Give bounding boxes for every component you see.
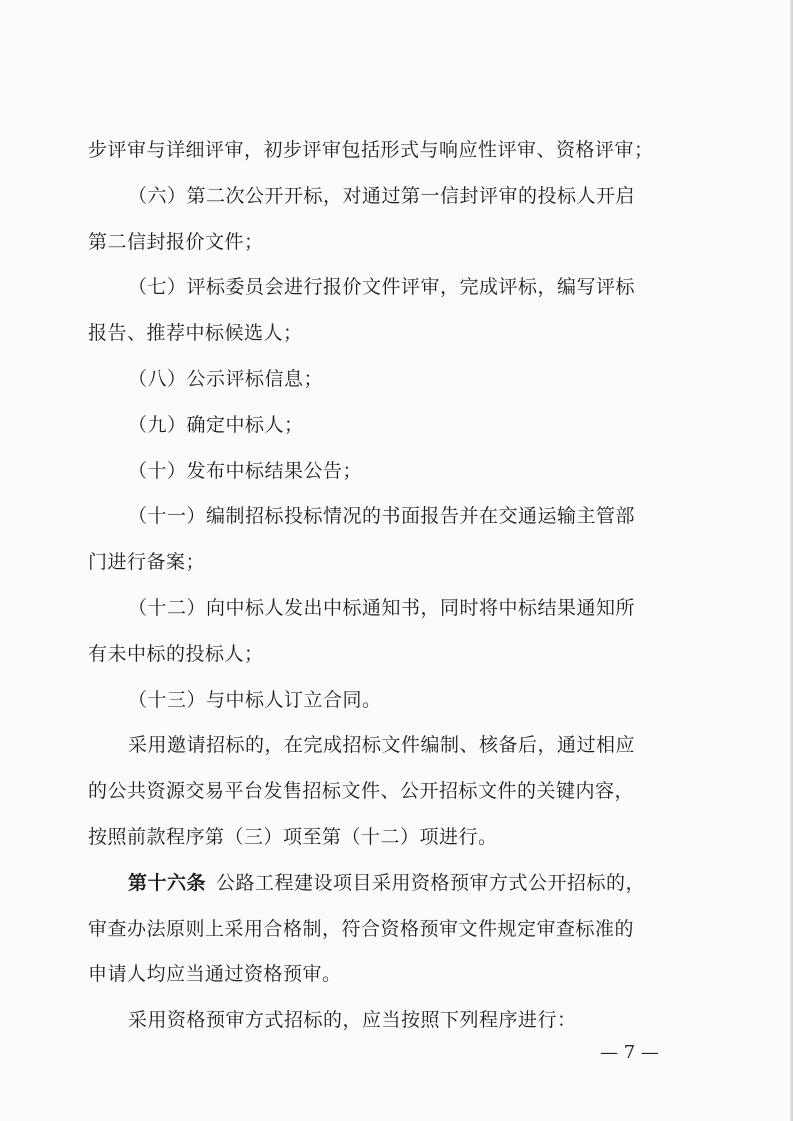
list-item-9: （九）确定中标人； [128, 413, 304, 436]
list-item-7: （七）评标委员会进行报价文件评审，完成评标，编写评标 [128, 276, 636, 299]
text-line: 按照前款程序第（三）项至第（十二）项进行。 [88, 825, 498, 848]
text-line: 门进行备案； [88, 551, 206, 574]
list-item-6: （六）第二次公开开标，对通过第一信封评审的投标人开启 [128, 184, 636, 207]
page-number: — 7 — [600, 1042, 659, 1063]
list-item-13: （十三）与中标人订立合同。 [128, 688, 382, 711]
list-item-11: （十一）编制招标投标情况的书面报告并在交通运输主管部 [128, 505, 636, 528]
article-text: 公路工程建设项目采用资格预审方式公开招标的， [216, 871, 646, 894]
paragraph-invitation: 采用邀请招标的，在完成招标文件编制、核备后，通过相应 [128, 734, 636, 757]
text-line: 步评审与详细评审，初步评审包括形式与响应性评审、资格评审； [88, 139, 654, 161]
list-item-8: （八）公示评标信息； [128, 367, 324, 390]
text-line: 申请人均应当通过资格预审。 [88, 963, 342, 986]
text-line: 报告、推荐中标候选人； [88, 322, 303, 345]
body-text [88, 128, 692, 1044]
list-item-12: （十二）向中标人发出中标通知书，同时将中标结果通知所 [128, 596, 636, 619]
text-line: 有未中标的投标人； [88, 642, 264, 665]
list-item-10: （十）发布中标结果公告； [128, 459, 363, 482]
text-line: 第二信封报价文件； [88, 230, 264, 253]
article-heading: 第十六条 [128, 871, 207, 894]
paragraph-prequalification: 采用资格预审方式招标的，应当按照下列程序进行： [128, 1009, 577, 1032]
article-16-first-line [88, 861, 692, 907]
text-line: 审查办法原则上采用合格制，符合资格预审文件规定审查标准的 [88, 917, 635, 940]
text-line: 的公共资源交易平台发售招标文件、公开招标文件的关键内容， [88, 780, 635, 803]
